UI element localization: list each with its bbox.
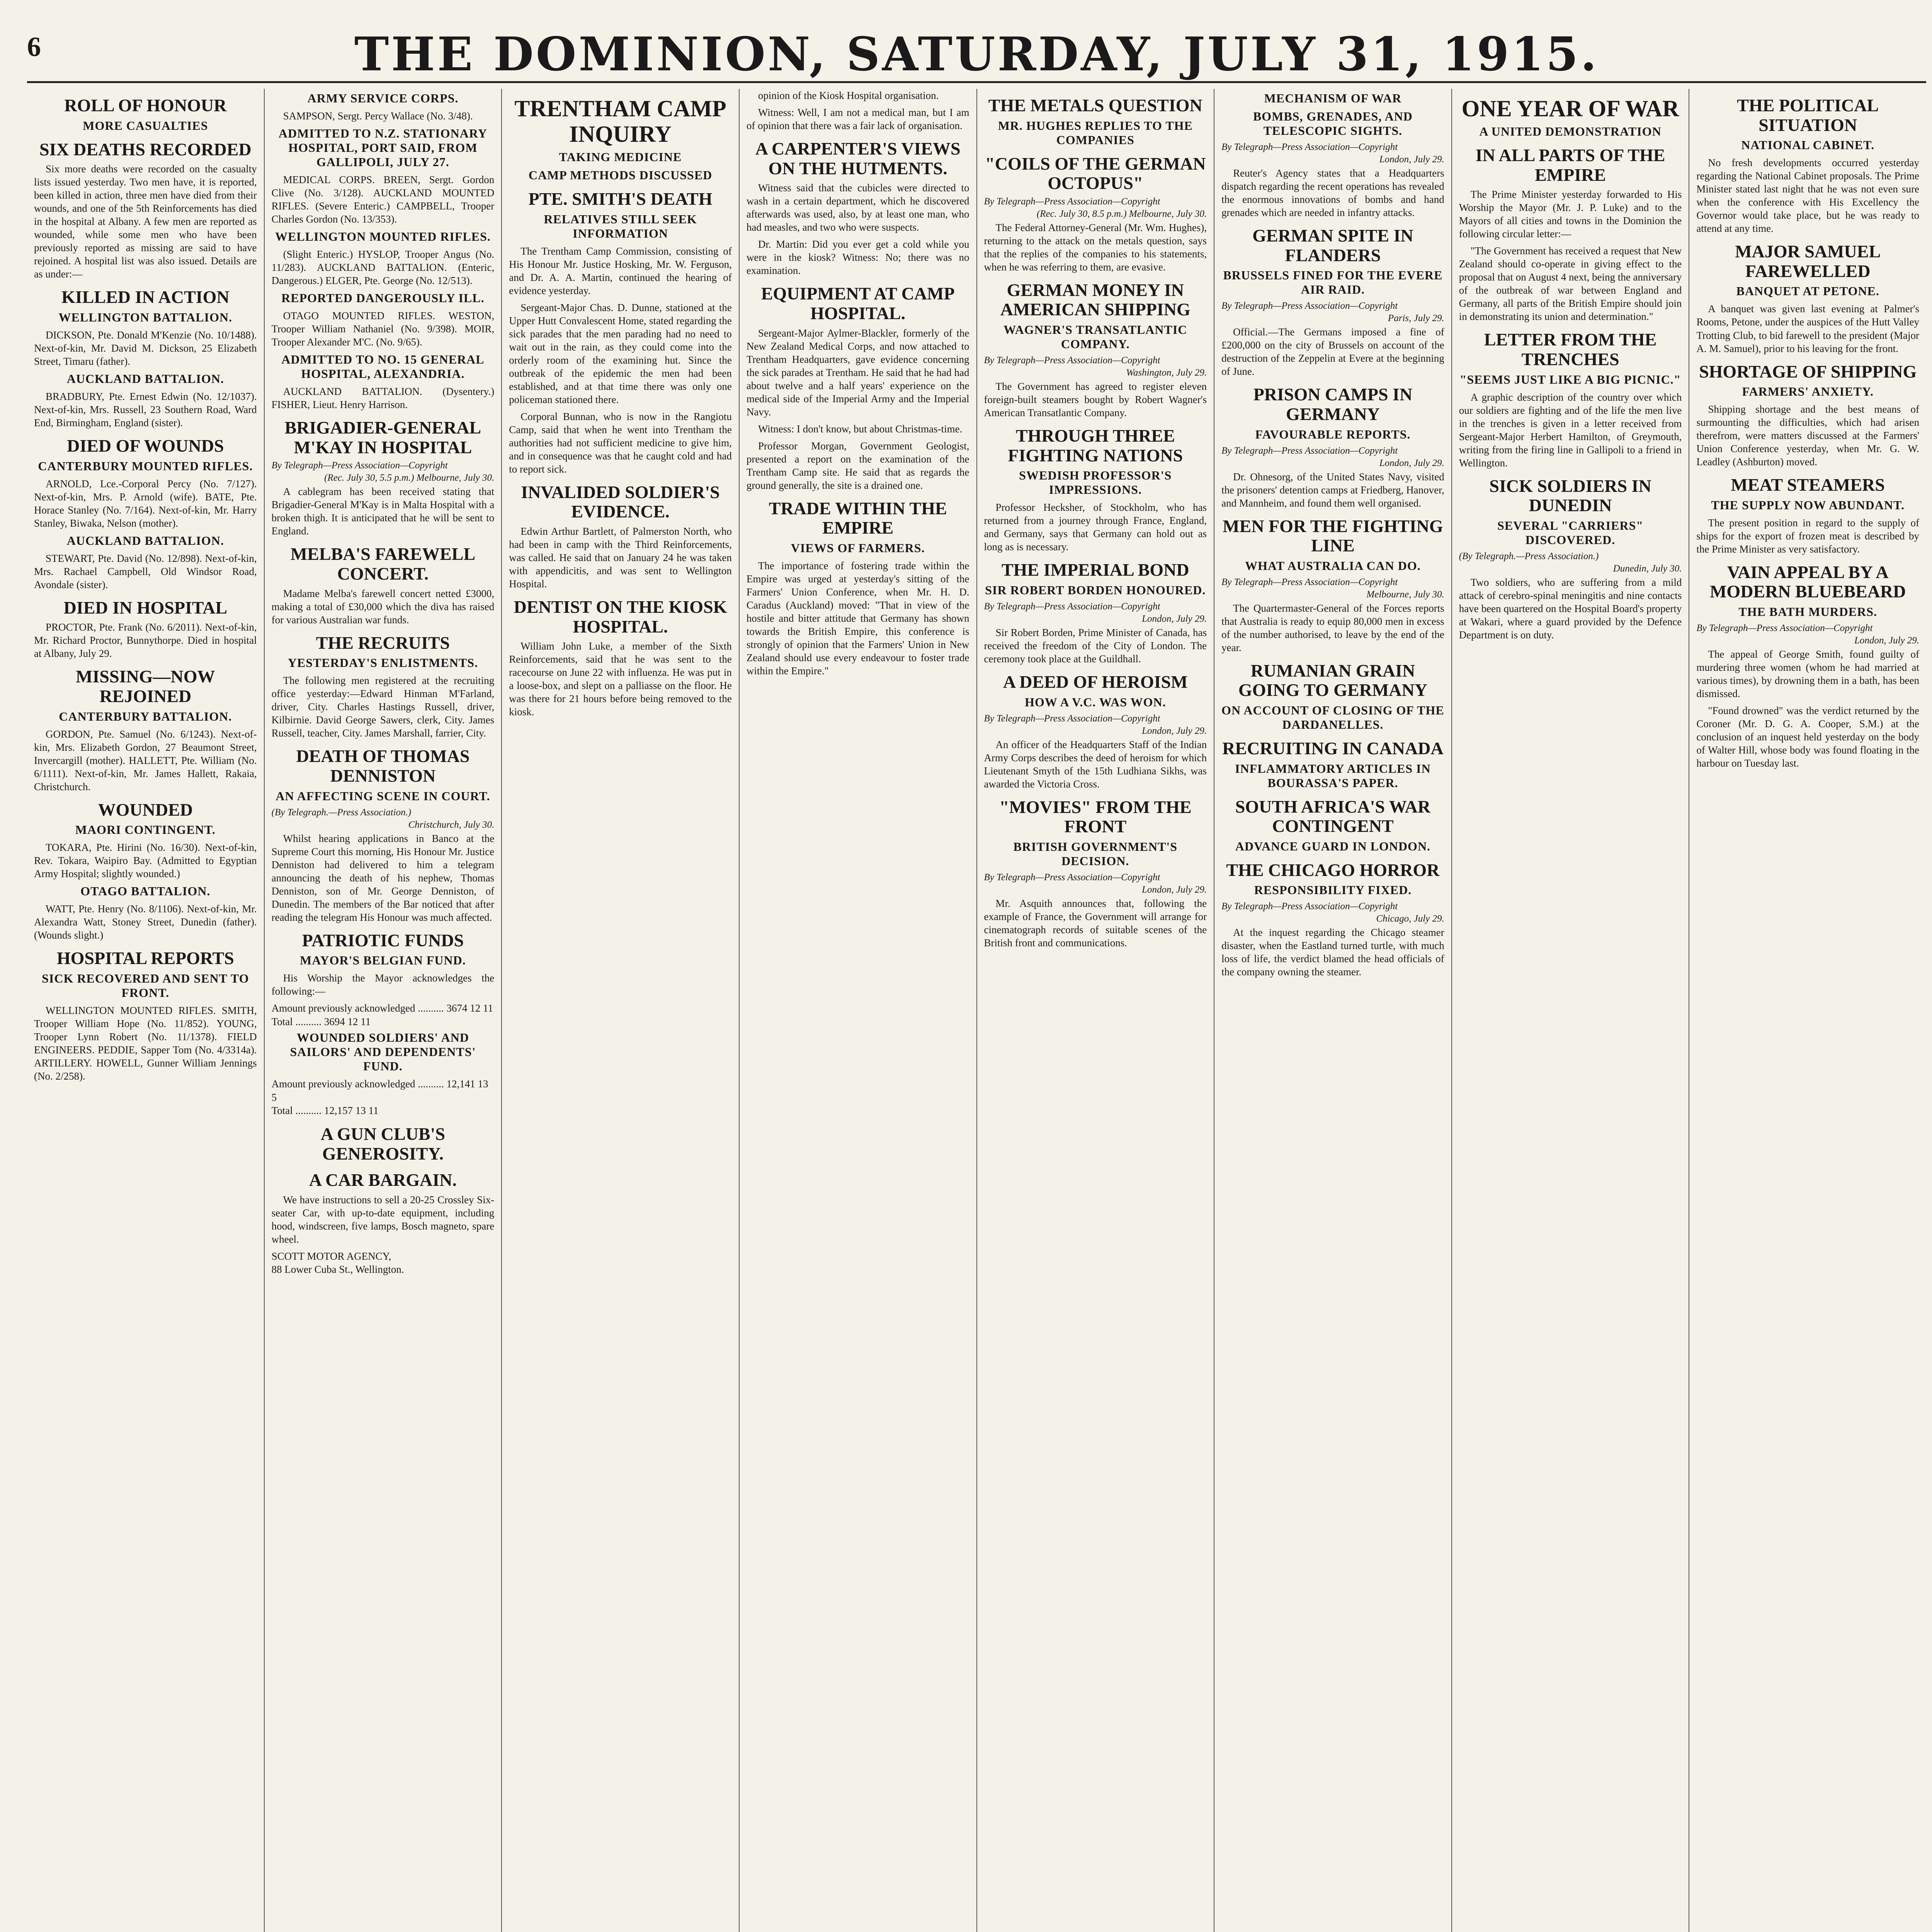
text-line: 88 Lower Cuba St., Wellington. [271, 1264, 404, 1276]
wire-credit: (By Telegraph.—Press Association.) [271, 807, 412, 818]
article-paragraph: No fresh developments occurred yesterday regarding the National Cabinet proposals. The Prime Minister stated last night that he was not even sure when the conference with His Excellency the Governor would take place, but he was ready to attend at any time. [1696, 157, 1919, 235]
article-subheading: WHAT AUSTRALIA CAN DO. [1245, 558, 1421, 573]
article-headline: EQUIPMENT AT CAMP HOSPITAL. [761, 284, 955, 323]
article-headline: DEATH OF THOMAS DENNISTON [296, 746, 470, 786]
article-headline: LETTER FROM THE TRENCHES [1484, 330, 1657, 369]
article-headline: A DEED OF HEROISM [1003, 672, 1188, 692]
article-subheading: BOMBS, GRENADES, AND TELESCOPIC SIGHTS. [1253, 109, 1413, 138]
article-paragraph: An officer of the Headquarters Staff of the Indian Army Corps describes the deed of heroism for which Lieutenant Smyth of the 15th Ludhiana Sikhs, was awarded the Victoria Cross. [984, 738, 1207, 790]
article-headline: KILLED IN ACTION [61, 287, 230, 307]
article-headline: A GUN CLUB'S GENEROSITY. [320, 1124, 445, 1163]
article-paragraph: ARNOLD, Lce.-Corporal Percy (No. 7/127). Next-of-kin, Mrs. P. Arnold (wife). BATE, Pte. Horace Stanley (No. 7/164). Next-of-kin, Mr. Harry Stanley, Biwaka, Nelson (mother). [34, 478, 257, 529]
article-paragraph: The Government has agreed to register eleven foreign-built steamers bought by Robert Wagner's American Transatlantic Company. [984, 381, 1207, 419]
article-subheading: MAORI CONTINGENT. [75, 823, 216, 837]
column-6 [1214, 89, 1452, 1932]
article-subheading: BRITISH GOVERNMENT'S DECISION. [1013, 839, 1178, 868]
wire-credit: By Telegraph—Press Association—Copyright [984, 713, 1160, 724]
article-paragraph: Sir Robert Borden, Prime Minister of Canada, has received the freedom of the City of London. The ceremony took place at the Guildhall. [984, 626, 1207, 665]
article-headline: A CAR BARGAIN. [309, 1170, 457, 1190]
wire-credit: By Telegraph—Press Association—Copyright [1221, 445, 1398, 456]
article-paragraph: DICKSON, Pte. Donald M'Kenzie (No. 10/1488). Next-of-kin, Mr. David M. Dickson, 25 Elizabeth Street, Timaru (father). [34, 329, 257, 367]
article-subheading: SEVERAL "CARRIERS" DISCOVERED. [1497, 518, 1644, 547]
article-paragraph: "Found drowned" was the verdict returned by the Coroner (Mr. D. G. A. Cooper, S.M.) at the conclusion of an inquest held yesterday on the body of Walter Hill, whose body was found floating in the harbour on Tuesday last. [1696, 705, 1919, 769]
article-headline: GERMAN SPITE IN FLANDERS [1252, 226, 1413, 265]
article-subheading: ADMITTED TO NO. 15 GENERAL HOSPITAL, ALEXANDRIA. [281, 352, 485, 381]
article-paragraph: Sergeant-Major Aylmer-Blackler, formerly of the New Zealand Medical Corps, and now attached to Trentham Headquarters, gave evidence concerning the sick parades at Trentham. He said that he had had about twelve and a half years' experience on the medical side of the Imperial Army and the Imperial Navy. [746, 327, 969, 418]
article-paragraph: "The Government has received a request that New Zealand should co-operate in giving effect to the proposal that on August 4 next, being the anniversary of the outbreak of war between England and Germany, all parts of the British Empire should join in demonstrating its union and determination." [1459, 245, 1682, 323]
article-paragraph: Mr. Asquith announces that, following the example of France, the Government will arrange for cinematograph records of suitable scenes of the British front and communications. [984, 897, 1207, 949]
article-paragraph: Whilst hearing applications in Banco at the Supreme Court this morning, His Honour Mr. Justice Denniston had delivered to him a telegram announcing the death of his nephew, Thomas Denniston, son of Mr. George Denniston, of Dunedin. The members of the Bar noticed that after reading the telegram His Honour was much affected. [271, 832, 495, 923]
article-subheading: RESPONSIBILITY FIXED. [1254, 883, 1412, 897]
article-paragraph: Dr. Ohnesorg, of the United States Navy, visited the prisoners' detention camps at Friedberg, Hanover, and Mannheim, and found them well organised. [1221, 471, 1444, 509]
article-paragraph: Madame Melba's farewell concert netted £3000, making a total of £30,000 which the diva has raised for various Australian war funds. [271, 587, 495, 626]
article-headline: PTE. SMITH'S DEATH [528, 189, 713, 209]
article-subheading: ARMY SERVICE CORPS. [307, 91, 459, 105]
article-subheading: AUCKLAND BATTALION. [66, 371, 224, 386]
article-subheading: MORE CASUALTIES [83, 118, 208, 133]
article-subheading: SWEDISH PROFESSOR'S IMPRESSIONS. [1019, 468, 1172, 497]
article-headline: "COILS OF THE GERMAN OCTOPUS" [985, 153, 1206, 193]
article-paragraph: GORDON, Pte. Samuel (No. 6/1243). Next-of-kin, Mrs. Elizabeth Gordon, 27 Beaumont Street, Invercargill (mother). HALLETT, Pte. William (No. 6/1111). Next-of-kin, Mr. James Hallett, Rakaia, Christchurch. [34, 728, 257, 793]
text-line: Total .......... 3694 12 11 [271, 1015, 371, 1027]
wire-credit: By Telegraph—Press Association—Copyright [1696, 623, 1873, 634]
article-subheading: AN AFFECTING SCENE IN COURT. [276, 789, 490, 803]
article-paragraph: SAMPSON, Sergt. Percy Wallace (No. 3/48). [283, 110, 473, 122]
dateline: Dunedin, July 30. [1613, 563, 1682, 574]
article-paragraph: BRADBURY, Pte. Ernest Edwin (No. 12/1037). Next-of-kin, Mrs. Russell, 23 Southern Road, Ward End, Birmingham, England (sister). [34, 390, 257, 429]
article-headline: PRISON CAMPS IN GERMANY [1253, 384, 1413, 424]
article-paragraph: WATT, Pte. Henry (No. 8/1106). Next-of-kin, Mr. Alexandra Watt, Stoney Street, Dunedin (father). (Wounds slight.) [34, 903, 257, 941]
article-subheading: NATIONAL CABINET. [1741, 138, 1875, 152]
article-headline: A CARPENTER'S VIEWS ON THE HUTMENTS. [755, 139, 961, 178]
column-4 [740, 89, 977, 1932]
article-paragraph: Six more deaths were recorded on the casualty lists issued yesterday. Two men have, it is reported, been killed in action, three men have died from their wounds, and one of the 5th Reinforcements has died in the hospital at Albany. A few men are reported as wounded, while some men who have been previously reported as missing are said to have rejoined. A hospital list was also issued. Details are as under:— [34, 163, 257, 280]
article-headline: MEN FOR THE FIGHTING LINE [1223, 516, 1443, 556]
article-paragraph: The present position in regard to the supply of ships for the export of frozen meat is described by the Prime Minister as very satisfactory. [1696, 517, 1919, 555]
article-paragraph: Sergeant-Major Chas. D. Dunne, stationed at the Upper Hutt Convalescent Home, stated regarding the sick parades that the men parading had no need to wait out in the rain, as they could come into the orderly room of the examining hut. Since the outbreak of the epidemic the men had been established, and at that time there was only one policeman stationed there. [509, 301, 732, 405]
dateline: London, July 29. [1142, 725, 1207, 736]
wire-credit: By Telegraph—Press Association—Copyright [984, 355, 1160, 366]
article-subheading: MR. HUGHES REPLIES TO THE COMPANIES [998, 118, 1193, 147]
article-headline: PATRIOTIC FUNDS [302, 930, 464, 950]
article-headline: THE RECRUITS [316, 633, 450, 653]
article-subheading: BANQUET AT PETONE. [1736, 284, 1879, 298]
article-subheading: THE SUPPLY NOW ABUNDANT. [1711, 498, 1905, 512]
dateline: London, July 29. [1854, 635, 1919, 646]
article-paragraph: A cablegram has been received stating that Brigadier-General M'Kay is in Malta Hospital with a broken thigh. It is anticipated that he will be sent to England. [271, 486, 495, 537]
article-headline: THE METALS QUESTION [988, 95, 1202, 115]
wire-credit: By Telegraph—Press Association—Copyright [1221, 577, 1398, 587]
article-subheading: WELLINGTON BATTALION. [58, 310, 233, 324]
article-paragraph: Professor Hecksher, of Stockholm, who has returned from a journey through France, England, and Germany, says that Germany can hold out as long as is necessary. [984, 502, 1207, 553]
dateline: London, July 29. [1142, 884, 1207, 895]
article-subheading: ADVANCE GUARD IN LONDON. [1235, 839, 1431, 853]
article-paragraph: Corporal Bunnan, who is now in the Rangiotu Camp, said that when he went into Trentham the authorities had not sufficient medicine to give him, and in consequence was that he caught cold and had to report sick. [509, 410, 732, 475]
article-subheading: WOUNDED SOLDIERS' AND SAILORS' AND DEPENDENTS' FUND. [290, 1031, 476, 1073]
article-subheading: MECHANISM OF WAR [1264, 91, 1402, 105]
article-subheading: ADMITTED TO N.Z. STATIONARY HOSPITAL, PORT SAID, FROM GALLIPOLI, JULY 27. [278, 126, 487, 169]
article-headline: IN ALL PARTS OF THE EMPIRE [1475, 145, 1665, 185]
article-paragraph: We have instructions to sell a 20-25 Crossley Six-seater Car, with up-to-date equipment, including hood, windscreen, five lamps, Bosch magneto, spare wheel. [271, 1194, 495, 1245]
article-paragraph: The Prime Minister yesterday forwarded to His Worship the Mayor (Mr. J. P. Luke) and to the Mayors of all cities and towns in the Dominion the following circular letter:— [1459, 189, 1682, 240]
article-subheading: FAVOURABLE REPORTS. [1255, 427, 1411, 441]
dateline: Chicago, July 29. [1376, 913, 1444, 924]
article-subheading: "SEEMS JUST LIKE A BIG PICNIC." [1459, 372, 1681, 386]
article-headline: TRADE WITHIN THE EMPIRE [769, 498, 947, 538]
article-paragraph: The appeal of George Smith, found guilty of murdering three women (whom he had married at various times), by drowning them in a bath, has been dismissed. [1696, 648, 1919, 700]
column-8 [1689, 89, 1926, 1932]
article-paragraph: AUCKLAND BATTALION. (Dysentery.) FISHER, Lieut. Henry Harrison. [271, 386, 495, 411]
article-headline: WOUNDED [98, 799, 193, 820]
article-paragraph: At the inquest regarding the Chicago steamer disaster, when the Eastland turned turtle, with much loss of life, the verdict blamed the head officials of the company owning the steamer. [1221, 927, 1444, 978]
article-paragraph: A graphic description of the country over which our soldiers are fighting and of the life the men live in the trenches is given in a letter received from Sergeant-Major Herbert Hamilton, of Greymouth, writing from the firing line in Gallipoli to a friend in Wellington. [1459, 391, 1682, 469]
article-subheading: WAGNER'S TRANSATLANTIC COMPANY. [1003, 323, 1187, 351]
article-headline: DENTIST ON THE KIOSK HOSPITAL. [514, 597, 727, 636]
article-headline: THE IMPERIAL BOND [1001, 560, 1189, 580]
dateline: (Rec. July 30, 8.5 p.m.) Melbourne, July 30. [1036, 208, 1207, 219]
article-subheading: THE BATH MURDERS. [1738, 605, 1878, 619]
article-paragraph: WELLINGTON MOUNTED RIFLES. SMITH, Trooper William Hope (No. 11/852). YOUNG, Trooper Lynn Robert (No. 11/1378). FIELD ENGINEERS. PEDDIE, Sapper Tom (No. 4/3314a). ARTILLERY. HOWELL, Gunner William Jennings (No. 2/258). [34, 1004, 257, 1082]
text-line: Amount previously acknowledged .......... 12,141 13 5 [271, 1078, 488, 1103]
dateline: London, July 29. [1379, 154, 1444, 165]
article-paragraph: Witness said that the cubicles were directed to wash in a certain department, which he discovered afterwards was used, also, by at least one man, who had measles, and two who were suspects. [746, 182, 969, 233]
text-line: Amount previously acknowledged .......... 3674 12 11 [271, 1002, 493, 1014]
article-headline: MELBA'S FAREWELL CONCERT. [290, 544, 476, 584]
article-headline: SOUTH AFRICA'S WAR CONTINGENT [1235, 796, 1431, 836]
article-paragraph: opinion of the Kiosk Hospital organisation. [758, 90, 939, 101]
article-subheading: VIEWS OF FARMERS. [791, 541, 925, 555]
article-paragraph: Edwin Arthur Bartlett, of Palmerston North, who had been in camp with the Third Reinforcements, was called. He said that on January 24 he was taken with appendicitis, and was sent to Wellington Hospital. [509, 526, 732, 590]
article-paragraph: PROCTOR, Pte. Frank (No. 6/2011). Next-of-kin, Mr. Richard Proctor, Bunnythorpe. Died in hospital at Albany, July 29. [34, 621, 257, 660]
article-headline: SHORTAGE OF SHIPPING [1699, 361, 1917, 381]
dateline: Christchurch, July 30. [408, 819, 495, 830]
column-7 [1452, 89, 1690, 1932]
text-line: SCOTT MOTOR AGENCY, [271, 1250, 391, 1262]
column-1 [27, 89, 265, 1932]
article-subheading: REPORTED DANGEROUSLY ILL. [281, 291, 485, 305]
article-subheading: SIR ROBERT BORDEN HONOURED. [985, 583, 1206, 597]
column-3 [502, 89, 740, 1932]
article-headline: SIX DEATHS RECORDED [39, 139, 252, 159]
article-paragraph: Two soldiers, who are suffering from a mild attack of cerebro-spinal meningitis and nine contacts have been quartered on the Hospital Board's property at Wakari, where a guard provided by the Defence Department is on duty. [1459, 576, 1682, 641]
article-paragraph: TOKARA, Pte. Hirini (No. 16/30). Next-of-kin, Rev. Tokara, Waipiro Bay. (Admitted to Egyptian Army Hospital; slightly wounded.) [34, 842, 257, 880]
article-headline: RECRUITING IN CANADA [1222, 738, 1444, 758]
article-headline: GERMAN MONEY IN AMERICAN SHIPPING [1000, 280, 1190, 320]
article-paragraph: STEWART, Pte. David (No. 12/898). Next-of-kin, Mrs. Rachael Campbell, Old Windsor Road, Avondale (sister). [34, 552, 257, 590]
dateline: (Rec. July 30, 5.5 p.m.) Melbourne, July 30. [324, 473, 495, 483]
article-headline: DIED OF WOUNDS [67, 436, 224, 456]
article-subheading: A UNITED DEMONSTRATION [1479, 124, 1662, 138]
article-subheading: AUCKLAND BATTALION. [66, 533, 224, 548]
article-headline: ROLL OF HONOUR [64, 95, 227, 115]
article-headline: INVALIDED SOLDIER'S EVIDENCE. [521, 482, 720, 522]
wire-credit: By Telegraph—Press Association—Copyright [1221, 301, 1398, 311]
dateline: Washington, July 29. [1126, 367, 1207, 378]
masthead [27, 23, 1926, 83]
dateline: Melbourne, July 30. [1366, 589, 1444, 600]
article-paragraph: William John Luke, a member of the Sixth Reinforcements, said that he was sent to the racecourse on June 22 with influenza. He was put in a loose-box, and slept on a palliasse on the floor. He was there for 21 hours before being removed to the kiosk. [509, 640, 732, 718]
wire-credit: By Telegraph—Press Association—Copyright [984, 601, 1160, 612]
article-headline: MAJOR SAMUEL FAREWELLED [1735, 242, 1881, 281]
article-subheading: CANTERBURY BATTALION. [59, 709, 232, 723]
article-headline: DIED IN HOSPITAL [63, 597, 228, 617]
newspaper-title: THE DOMINION, SATURDAY, JULY 31, 1915. [354, 27, 1599, 82]
article-columns [27, 89, 1926, 1932]
article-subheading: MAYOR'S BELGIAN FUND. [300, 953, 466, 968]
article-paragraph: The following men registered at the recruiting office yesterday:—Edward Hinman M'Farland, driver, City. Charles Hastings Russell, driver, Kilbirnie. David George Sawers, clerk, City. James Russell, teacher, City. James Marshall, farrier, City. [271, 675, 495, 739]
article-headline: "MOVIES" FROM THE FRONT [999, 797, 1192, 837]
dateline: Paris, July 29. [1388, 313, 1444, 324]
article-subheading: CANTERBURY MOUNTED RIFLES. [38, 459, 253, 473]
article-paragraph: His Worship the Mayor acknowledges the following:— [271, 972, 495, 997]
article-headline: BRIGADIER-GENERAL M'KAY IN HOSPITAL [284, 418, 481, 457]
article-paragraph: MEDICAL CORPS. BREEN, Sergt. Gordon Clive (No. 3/128). AUCKLAND MOUNTED RIFLES. (Severe Enteric.) CAMPBELL, Trooper Charles Gordon (No. 13/353). [271, 174, 495, 225]
article-subheading: CAMP METHODS DISCUSSED [528, 168, 713, 182]
page-number: 6 [27, 31, 41, 62]
article-subheading: WELLINGTON MOUNTED RIFLES. [275, 230, 491, 244]
article-headline: THROUGH THREE FIGHTING NATIONS [1008, 426, 1183, 465]
article-paragraph: Official.—The Germans imposed a fine of £200,000 on the city of Brussels on account of the destruction of the Zeppelin at Evere at the beginning of June. [1221, 326, 1444, 378]
article-headline: MISSING—NOW REJOINED [76, 667, 215, 706]
dateline: London, July 29. [1379, 457, 1444, 468]
article-subheading: FARMERS' ANXIETY. [1742, 384, 1874, 399]
article-paragraph: Witness: Well, I am not a medical man, but I am of opinion that there was a fair lack of organisation. [746, 107, 969, 132]
article-paragraph: Reuter's Agency states that a Headquarters dispatch regarding the recent operations has revealed the enormous innovations of bombs and hand grenades which are needed in infantry attacks. [1221, 167, 1444, 219]
article-headline: THE POLITICAL SITUATION [1737, 95, 1879, 135]
article-subheading: INFLAMMATORY ARTICLES IN BOURASSA'S PAPER. [1235, 761, 1431, 790]
column-5 [977, 89, 1215, 1932]
article-subheading: SICK RECOVERED AND SENT TO FRONT. [42, 971, 249, 1000]
article-subheading: TAKING MEDICINE [559, 150, 682, 164]
article-subheading: HOW A V.C. WAS WON. [1025, 695, 1166, 709]
wire-credit: By Telegraph—Press Association—Copyright [984, 872, 1160, 883]
article-subheading: OTAGO BATTALION. [80, 884, 211, 898]
article-subheading: RELATIVES STILL SEEK INFORMATION [544, 212, 697, 240]
article-paragraph: Shipping shortage and the best means of surmounting the difficulties, which had arisen therefrom, were matters discussed at the Farmers' Union Conference yesterday, when Mr. G. W. Leadley (Ashburton) moved. [1696, 403, 1919, 468]
article-subheading: ON ACCOUNT OF CLOSING OF THE DARDANELLES. [1221, 703, 1444, 731]
article-headline: VAIN APPEAL BY A MODERN BLUEBEARD [1710, 562, 1906, 602]
article-headline: ONE YEAR OF WAR [1461, 96, 1679, 121]
article-paragraph: The Federal Attorney-General (Mr. Wm. Hughes), returning to the attack on the metals question, says that the replies of the companies to his statements, when he was referring to them, are evasive. [984, 221, 1207, 273]
article-paragraph: A banquet was given last evening at Palmer's Rooms, Petone, under the auspices of the Hutt Valley Trotting Club, to bid farewell to the president (Major A. M. Samuel), prior to his leaving for the front. [1696, 303, 1919, 354]
wire-credit: (By Telegraph.—Press Association.) [1459, 551, 1599, 561]
article-paragraph: (Slight Enteric.) HYSLOP, Trooper Angus (No. 11/283). AUCKLAND BATTALION. (Enteric, Dangerous.) ELGER, Pte. George (No. 12/513). [271, 248, 495, 287]
article-headline: TRENTHAM CAMP INQUIRY [514, 96, 726, 147]
article-paragraph: The Trentham Camp Commission, consisting of His Honour Mr. Justice Hosking, Mr. W. Ferguson, and Dr. A. A. Martin, continued the hearing of evidence yesterday. [509, 245, 732, 296]
article-paragraph: OTAGO MOUNTED RIFLES. WESTON, Trooper William Nathaniel (No. 9/398). MOIR, Trooper Alexander M'C. (No. 9/65). [271, 310, 495, 348]
article-subheading: BRUSSELS FINED FOR THE EVERE AIR RAID. [1223, 268, 1443, 297]
article-paragraph: The Quartermaster-General of the Forces reports that Australia is ready to equip 80,000 men in excess of the number authorised, to leave by the end of the year. [1221, 602, 1444, 653]
article-paragraph: Dr. Martin: Did you ever get a cold while you were in the kiosk? Witness: No; there was no examination. [746, 238, 969, 277]
wire-credit: By Telegraph—Press Association—Copyright [984, 196, 1160, 207]
wire-credit: By Telegraph—Press Association—Copyright [1221, 901, 1398, 912]
article-headline: MEAT STEAMERS [1731, 475, 1885, 495]
wire-credit: By Telegraph—Press Association—Copyright [1221, 142, 1398, 152]
dateline: London, July 29. [1142, 613, 1207, 624]
article-headline: SICK SOLDIERS IN DUNEDIN [1489, 476, 1651, 515]
article-headline: THE CHICAGO HORROR [1226, 860, 1440, 880]
text-line: Total .......... 12,157 13 11 [271, 1105, 379, 1117]
wire-credit: By Telegraph—Press Association—Copyright [271, 460, 448, 471]
article-headline: HOSPITAL REPORTS [56, 948, 234, 968]
column-2 [265, 89, 502, 1932]
article-paragraph: Witness: I don't know, but about Christmas-time. [758, 423, 963, 435]
article-subheading: YESTERDAY'S ENLISTMENTS. [287, 656, 478, 670]
article-paragraph: Professor Morgan, Government Geologist, presented a report on the examination of the Trentham Camp site. He said that as regards the ground generally, the site is a drained one. [746, 440, 969, 491]
article-headline: RUMANIAN GRAIN GOING TO GERMANY [1238, 660, 1427, 700]
article-paragraph: The importance of fostering trade within the Empire was urged at yesterday's sitting of the Farmers' Union Conference, when Mr. H. D. Caradus (Auckland) moved: "That in view of the hostile and bitter attitude that Germany has shown towards the British Empire, this conference is strongly of opinion that the Farmers' Union in New Zealand should use every endeavour to foster trade within the Empire." [746, 560, 969, 677]
